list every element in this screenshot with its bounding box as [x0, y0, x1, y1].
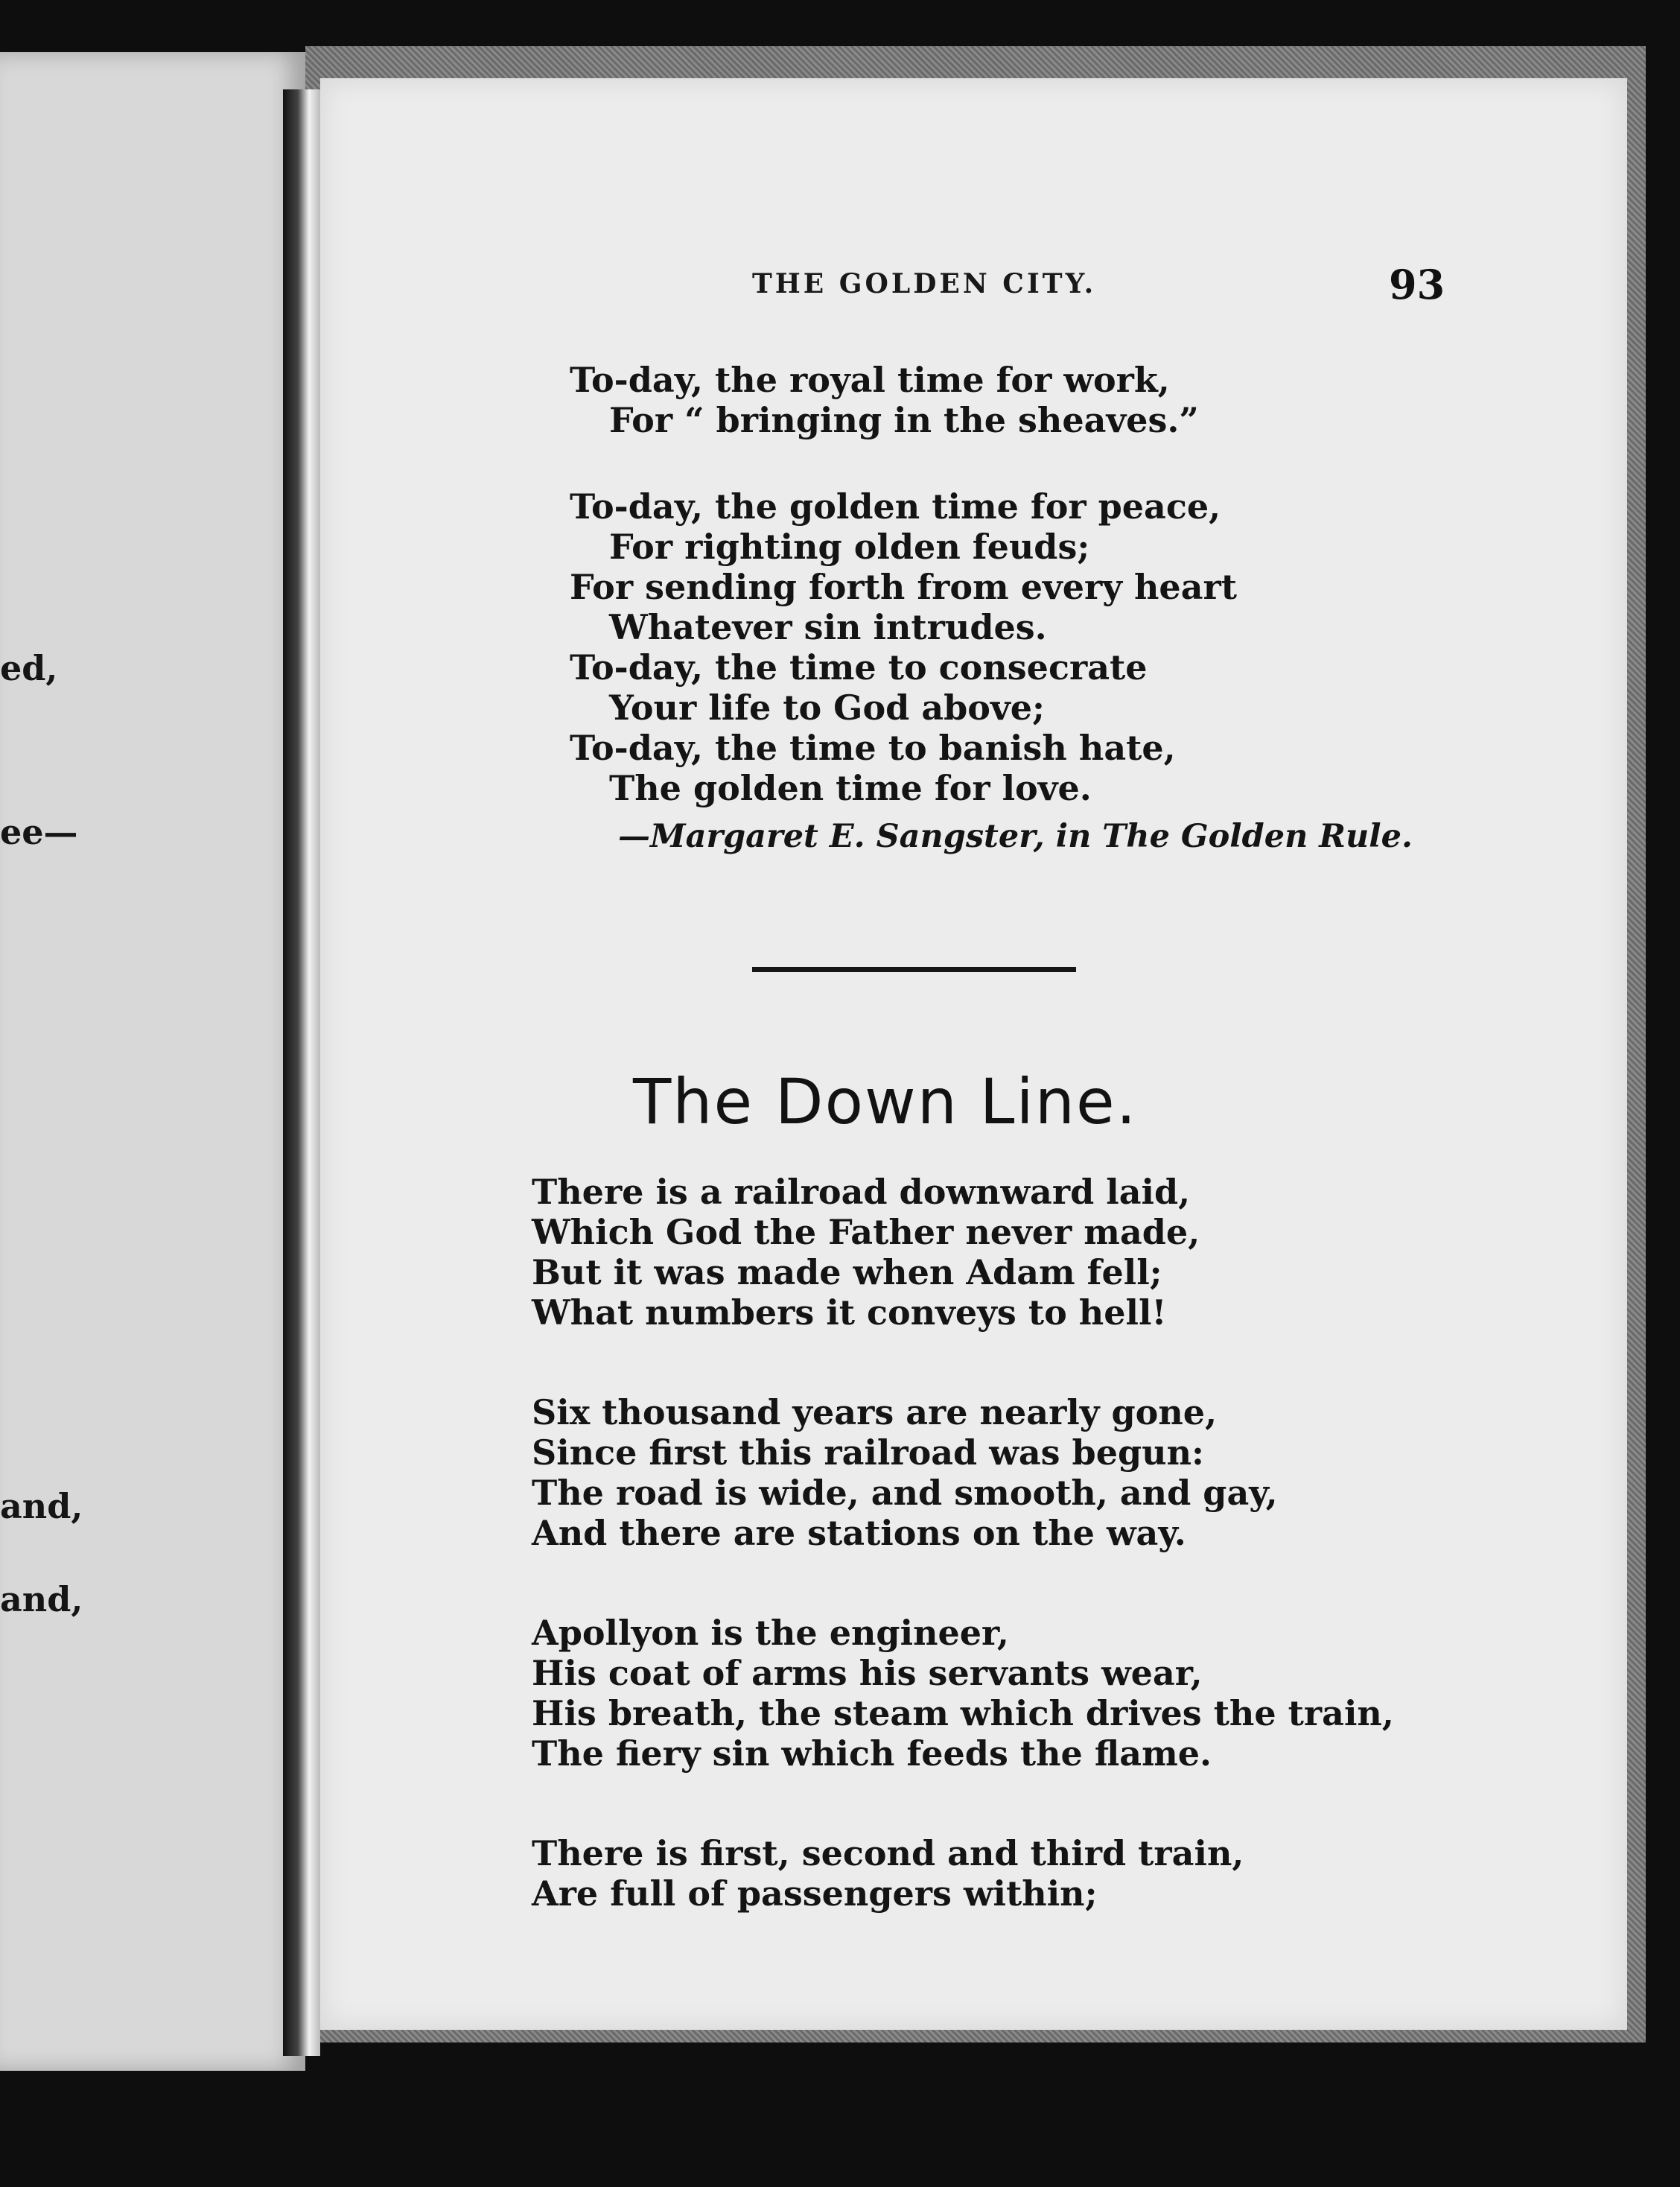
poem-line: The golden time for love.: [609, 768, 1092, 808]
poem-line: Six thousand years are nearly gone,: [532, 1392, 1218, 1432]
poem-line: Are full of passengers within;: [532, 1873, 1098, 1914]
poem-attribution: —Margaret E. Sangster, in The Golden Rule.: [618, 818, 1413, 855]
poem-line: But it was made when Adam fell;: [532, 1252, 1162, 1292]
section-divider: [752, 967, 1076, 972]
page-number: 93: [1389, 261, 1445, 308]
left-page-fragment: and,: [0, 1486, 83, 1526]
poem-line: For sending forth from every heart: [570, 567, 1237, 607]
poem-line: Whatever sin intrudes.: [609, 607, 1047, 647]
poem-line: What numbers it conveys to hell!: [532, 1292, 1167, 1333]
left-page-fragment: ed,: [0, 648, 58, 688]
poem-line: Since first this railroad was begun:: [532, 1432, 1205, 1473]
poem-title: The Down Line.: [633, 1065, 1138, 1138]
poem-line: For righting olden feuds;: [609, 527, 1090, 567]
poem-line: There is a railroad downward laid,: [532, 1172, 1191, 1212]
poem-line: The fiery sin which feeds the flame.: [532, 1733, 1212, 1774]
book-gutter: [283, 89, 320, 2056]
poem-line: Your life to God above;: [609, 688, 1045, 728]
poem-line: And there are stations on the way.: [532, 1513, 1186, 1553]
poem-line: To-day, the royal time for work,: [570, 360, 1170, 400]
running-head: THE GOLDEN CITY.: [752, 268, 1097, 299]
left-page-fragment: ee—: [0, 812, 78, 852]
poem-line: For “ bringing in the sheaves.”: [609, 400, 1199, 440]
poem-line: The road is wide, and smooth, and gay,: [532, 1473, 1278, 1513]
poem-line: His coat of arms his servants wear,: [532, 1653, 1203, 1693]
poem-line: To-day, the time to consecrate: [570, 647, 1148, 688]
poem-line: Which God the Father never made,: [532, 1212, 1200, 1252]
poem-line: To-day, the golden time for peace,: [570, 486, 1221, 527]
poem-line: To-day, the time to banish hate,: [570, 728, 1176, 768]
poem-line: Apollyon is the engineer,: [532, 1613, 1009, 1653]
left-page-fragment: and,: [0, 1579, 83, 1619]
left-facing-page: [0, 52, 305, 2071]
poem-line: There is first, second and third train,: [532, 1833, 1244, 1873]
poem-line: His breath, the steam which drives the train,: [532, 1693, 1394, 1733]
